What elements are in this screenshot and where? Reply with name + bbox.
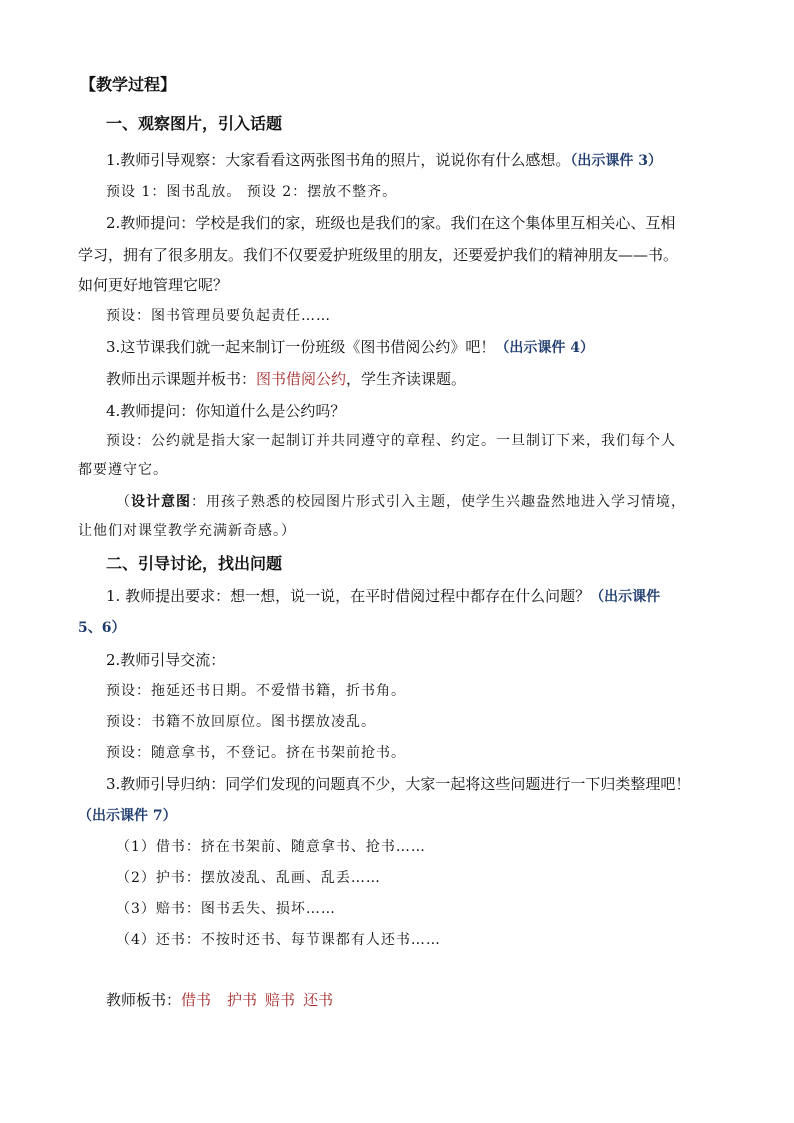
- s1-board-title: 图书借阅公约: [256, 370, 347, 388]
- s2-list-item: （2）护书：摆放凌乱、乱画、乱丢……: [116, 870, 381, 886]
- s2-board-word: 护书: [227, 991, 258, 1009]
- s1-preset-2: 预设：图书管理员要负起责任……: [106, 308, 331, 324]
- s2-p1-text: 1. 教师提出要求：想一想，说一说，在平时借阅过程中都存在什么问题？: [106, 587, 591, 605]
- s1-board-suffix: ，学生齐读课题。: [346, 370, 467, 388]
- s2-board-line: [106, 990, 333, 1010]
- s2-paragraph-2: 2.教师引导交流：: [106, 651, 226, 669]
- s1-p3-cue: （出示课件 4）: [495, 340, 594, 356]
- s1-intent-label: 设计意图: [131, 494, 191, 510]
- s2-board-word: 赔书: [265, 991, 296, 1009]
- section1-title: 一、观察图片，引入话题: [106, 114, 283, 133]
- s1-intent-open: （: [116, 494, 131, 510]
- s1-preset-1: 预设 1：图书乱放。 预设 2：摆放不整齐。: [106, 184, 398, 200]
- s2-preset-a: 预设：拖延还书日期。不爱惜书籍，折书角。: [106, 683, 406, 699]
- s1-p1-cue: （出示课件 3）: [570, 153, 662, 169]
- s2-paragraph-3: 3.教师引导归纳：同学们发现的问题真不少，大家一起将这些问题进行一下归类整理吧！: [106, 775, 691, 793]
- s1-board-line: [106, 369, 466, 389]
- s1-p2-line1: 2.教师提问：学校是我们的家，班级也是我们的家。我们在这个集体里互相关心、互相: [106, 214, 676, 232]
- s1-paragraph-1: [106, 150, 662, 171]
- s1-p2-line3: 如何更好地管理它呢？: [78, 276, 229, 294]
- s2-board-word: 还书: [303, 991, 334, 1009]
- s2-p1-cue-b: 5、6）: [78, 620, 126, 636]
- s2-board-word: 借书: [181, 991, 212, 1009]
- s1-preset-3-line2: 都要遵守它。: [78, 462, 168, 478]
- s1-paragraph-4: 4.教师提问：你知道什么是公约吗？: [106, 402, 346, 420]
- s2-list-item: （4）还书：不按时还书、每节课都有人还书……: [116, 932, 441, 948]
- page-heading: 【教学过程】: [80, 75, 177, 94]
- s1-board-prefix: 教师出示课题并板书：: [106, 370, 257, 388]
- s1-design-intent-line2: 让他们对课堂教学充满新奇感。）: [78, 523, 296, 539]
- s2-paragraph-1: [106, 586, 660, 607]
- s1-design-intent-line1: [116, 492, 686, 512]
- s2-board-prefix: 教师板书：: [106, 991, 182, 1009]
- s2-preset-c: 预设：随意拿书，不登记。挤在书架前抢书。: [106, 745, 406, 761]
- s2-preset-b: 预设：书籍不放回原位。图书摆放凌乱。: [106, 714, 376, 730]
- s1-p3-text: 3.这节课我们就一起来制订一份班级《图书借阅公约》吧！: [106, 338, 496, 356]
- s2-list-item: （3）赔书：图书丢失、损坏……: [116, 901, 336, 917]
- s1-preset-3-line1: 预设：公约就是指大家一起制订并共同遵守的章程、约定。一旦制订下来，我们每个人: [106, 433, 676, 449]
- s2-p1-cue-a: （出示课件: [590, 589, 661, 605]
- s1-paragraph-3: [106, 337, 594, 358]
- s1-p1-text: 1.教师引导观察：大家看看这两张图书角的照片，说说你有什么感想。: [106, 151, 571, 169]
- s2-p3-cue: （出示课件 7）: [78, 808, 177, 824]
- section2-title: 二、引导讨论，找出问题: [106, 554, 283, 573]
- s1-intent-text1: ：用孩子熟悉的校园图片形式引入主题，使学生兴趣盎然地进入学习情境，: [191, 494, 686, 510]
- s1-p2-line2: 学习，拥有了很多朋友。我们不仅要爱护班级里的朋友，还要爱护我们的精神朋友——书。: [78, 246, 679, 264]
- s2-list-item: （1）借书：挤在书架前、随意拿书、抢书……: [116, 839, 426, 855]
